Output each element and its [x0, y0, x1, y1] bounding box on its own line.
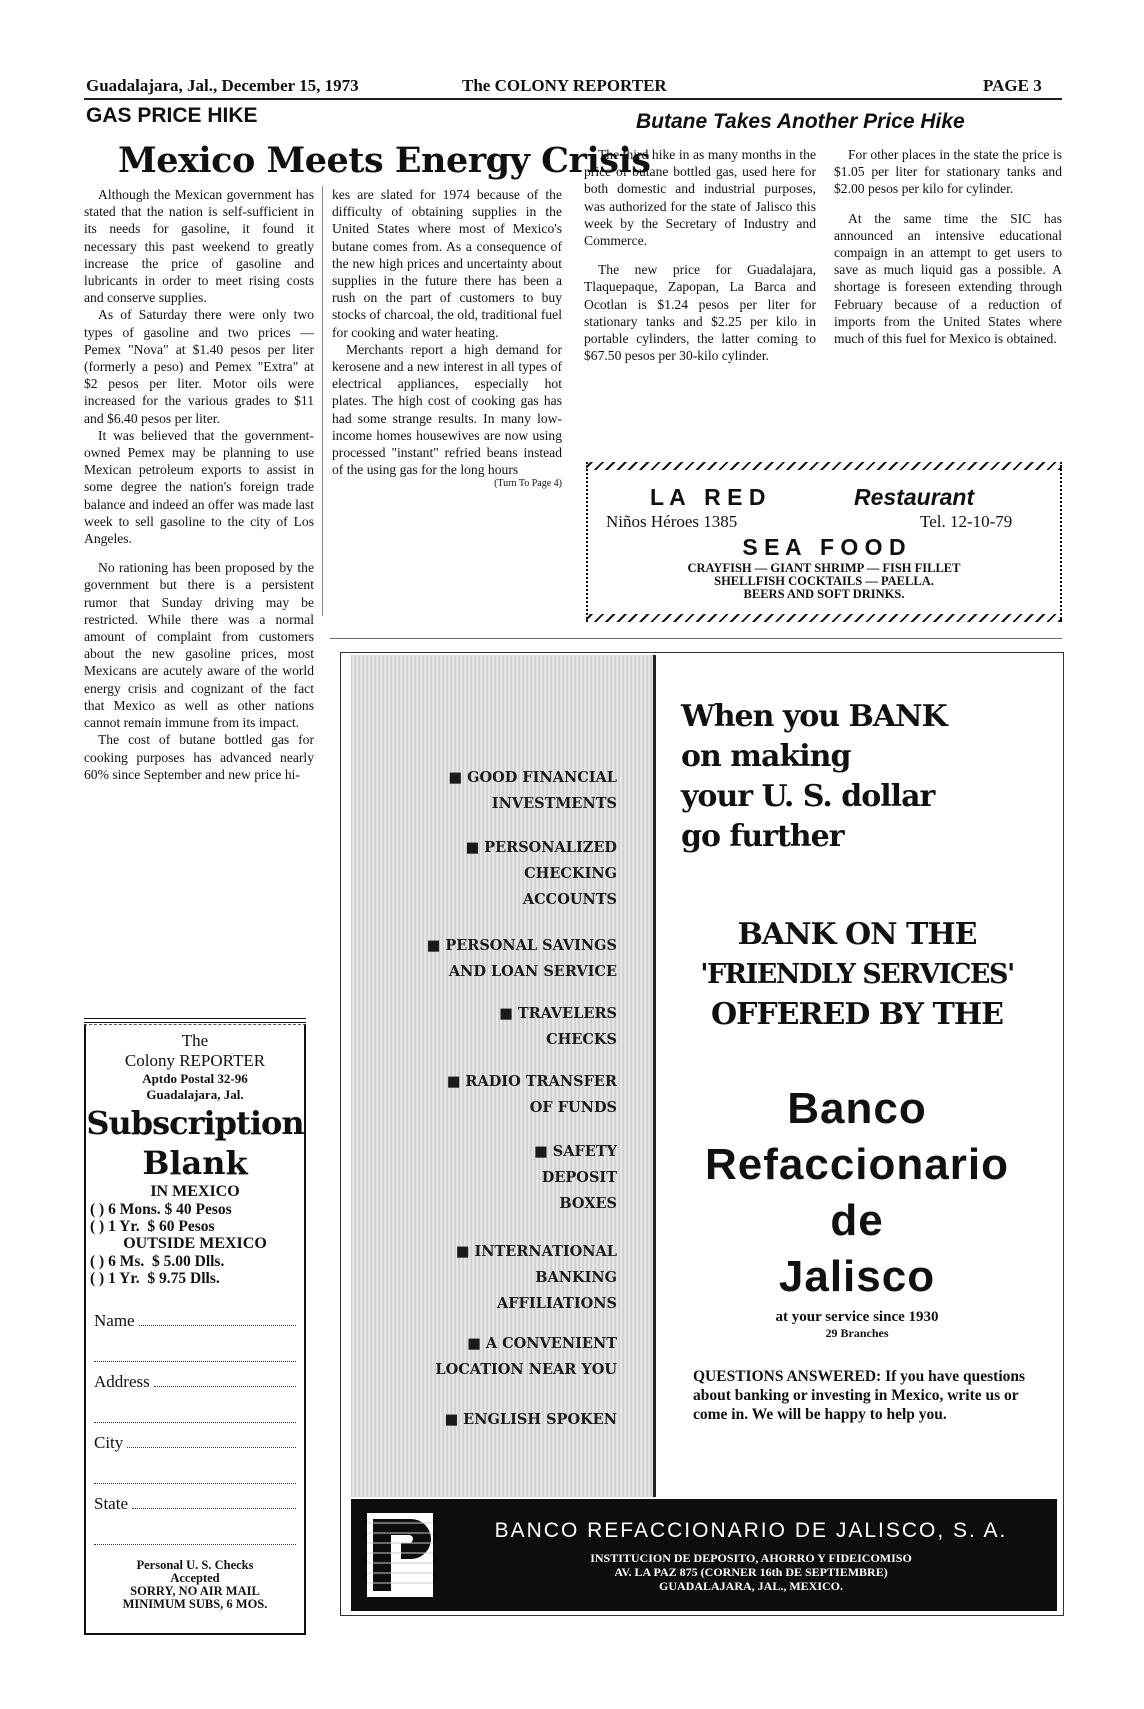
footer-line: Personal U. S. Checks — [136, 1558, 254, 1572]
bank-footer — [351, 1499, 1057, 1611]
footer-line: Accepted — [170, 1571, 220, 1585]
rate-price: $ 9.75 Dlls. — [147, 1270, 220, 1287]
service-item: ■ RADIO TRANSFER OF FUNDS — [446, 1073, 617, 1116]
rate-term: 6 Mons. — [108, 1201, 161, 1218]
sub-address2: Guadalajara, Jal. — [146, 1087, 244, 1102]
sub-paper: Colony REPORTER — [124, 1051, 266, 1070]
service-item: ■ ENGLISH SPOKEN — [444, 1411, 617, 1428]
checkbox[interactable]: ( ) — [90, 1270, 105, 1287]
field-label: City — [94, 1433, 124, 1452]
rate-row[interactable] — [90, 1201, 304, 1218]
field-line[interactable] — [127, 1447, 296, 1448]
paragraph: kes are slated for 1974 because of the difficulty of obtaining supplies in the United States where most of Mexico's butane comes from. As a consequence of the new high prices and uncertainty about supplies in the future there has been a rush on the part of customers to buy stocks of charcoal, the old, traditional fuel for cooking and water heating. — [332, 187, 562, 340]
bank-on-line: 'FRIENDLY SERVICES' — [700, 959, 1014, 990]
paragraph: No rationing has been proposed by the government but there is a persistent rumor that Sunday driving may be restricted. While there was a normal amount of complaint from customers about the new gasoline prices, most Mexicans are acutely aware of the world energy crisis and cognizant of the fact that Mexico as well as other nations cannot remain immune from its impact. — [84, 560, 314, 731]
page-number: PAGE 3 — [983, 76, 1042, 95]
panel-divider — [653, 655, 656, 1497]
restaurant-address: Niños Héroes 1385 — [606, 512, 738, 531]
service-item: ■ GOOD FINANCIAL INVESTMENTS — [448, 769, 617, 812]
rate-price: $ 5.00 Dlls. — [152, 1253, 225, 1270]
dateline: Guadalajara, Jal., December 15, 1973 — [86, 76, 359, 95]
sub-address1: Aptdo Postal 32-96 — [142, 1071, 248, 1086]
headline: Mexico Meets Energy Crisis — [118, 140, 651, 181]
rate-row[interactable] — [90, 1253, 304, 1270]
footer-bank-name: BANCO REFACCIONARIO DE JALISCO, S. A. — [494, 1519, 1008, 1542]
paragraph: At the same time the SIC has announced an intensive educational compaign in an attempt to get users to save as much liquid gas a possible. A shortage is foreseen extending through February because of a reduction of imports from the United States where much of this fuel for Mexico is obtained. — [834, 210, 1062, 347]
pitch-line: on making — [681, 739, 851, 774]
field-line[interactable] — [94, 1514, 296, 1545]
sub-rates-mexico — [86, 1201, 304, 1235]
menu-line: CRAYFISH — GIANT SHRIMP — FISH FILLET — [687, 561, 961, 575]
paragraph: It was believed that the government-owned Pemex may be planning to use Mexican petroleum exports to assist in some degree the nation's foreign trade balance and indeed an offer was made last week to sell gasoline to the city of Los Angeles. — [84, 427, 314, 547]
branches: 29 Branches — [825, 1326, 889, 1340]
paragraph: The new price for Guadalajara, Tlaquepaque, Zapopan, La Barca and Ocotlan is $1.24 pesos per liter for stationary tanks and $2.25 per kilo in portable cylinders, the latter coming to $67.50 pesos per 30-kilo cylinder. — [584, 262, 816, 364]
field-line[interactable] — [94, 1392, 296, 1423]
since-line: at your service since 1930 — [775, 1309, 939, 1325]
story-column-2 — [332, 186, 562, 490]
service-item: ■ PERSONAL SAVINGS AND LOAN SERVICE — [426, 937, 617, 980]
sub-title-1: Subscription — [86, 1104, 304, 1142]
city-field[interactable] — [94, 1423, 296, 1453]
rate-row[interactable] — [90, 1270, 304, 1287]
menu-line: BEERS AND SOFT DRINKS. — [743, 587, 905, 601]
kicker: GAS PRICE HIKE — [86, 104, 258, 127]
services-panel — [351, 655, 653, 1497]
bank-name-line: Refaccionario — [705, 1140, 1009, 1189]
bank-ad — [340, 652, 1064, 1616]
restaurant-phone: Tel. 12-10-79 — [920, 512, 1013, 531]
field-label: Name — [94, 1311, 135, 1330]
pitch-line: your U. S. dollar — [681, 779, 935, 814]
paragraph: For other places in the state the price is $1.05 per liter for stationary tanks and $2.00 pesos per kilo for cylinder. — [834, 147, 1062, 197]
rate-price: $ 40 Pesos — [164, 1201, 232, 1218]
menu-lines — [586, 562, 1062, 601]
paragraph: Merchants report a high demand for kerosene and a new interest in all types of electrical appliances, especially hot plates. The high cost of cooking gas has had some strange results. In many low-income homes housewives are now using processed "instant" refried beans instead of the using gas for the long hours — [332, 341, 562, 478]
checkbox[interactable]: ( ) — [90, 1218, 105, 1235]
subscription-top-rule — [84, 1018, 306, 1023]
sub-outside: OUTSIDE MEXICO — [123, 1235, 267, 1252]
rate-term: 1 Yr. — [108, 1218, 140, 1235]
jump-line: (Turn To Page 4) — [494, 478, 562, 490]
bank-logo-icon — [367, 1513, 433, 1597]
sub-fields — [86, 1287, 304, 1545]
bank-name — [661, 1081, 1053, 1305]
bank-on-line: OFFERED BY THE — [710, 997, 1004, 1032]
sub-footer — [86, 1559, 304, 1611]
field-label: State — [94, 1494, 128, 1513]
service-item: ■ SAFETY DEPOSIT BOXES — [534, 1143, 617, 1212]
state-field[interactable] — [94, 1484, 296, 1514]
column-divider — [322, 186, 323, 616]
footer-line: GUADALAJARA, JAL., MEXICO. — [658, 1579, 843, 1593]
menu-line: SHELLFISH COCKTAILS — PAELLA. — [714, 574, 934, 588]
subscription-blank — [84, 1024, 306, 1635]
service-item: ■ A CONVENIENT LOCATION NEAR YOU — [435, 1335, 617, 1378]
butane-column-1 — [584, 146, 816, 364]
service-item: ■ TRAVELERS CHECKS — [499, 1005, 617, 1048]
name-field[interactable] — [94, 1301, 296, 1331]
restaurant-type: Restaurant — [854, 484, 975, 510]
story-bottom-rule — [330, 638, 1062, 639]
ad-border-top — [586, 462, 1062, 470]
sub-rates-outside — [86, 1253, 304, 1287]
rate-row[interactable] — [90, 1218, 304, 1235]
masthead-rule — [84, 98, 1062, 100]
pitch — [681, 697, 1041, 857]
rate-term: 6 Ms. — [108, 1253, 145, 1270]
footer-line: AV. LA PAZ 875 (CORNER 16th DE SEPTIEMBRE) — [614, 1565, 888, 1579]
paragraph: As of Saturday there were only two types of gasoline and two prices — Pemex "Nova" at $1.40 pesos per liter (formerly a peso) and Pemex "Extra" at $2 pesos per liter. Motor oils were increased for the various grades to $11 and $6.40 pesos per liter. — [84, 307, 314, 426]
restaurant-ad — [586, 462, 1062, 622]
checkbox[interactable]: ( ) — [90, 1201, 105, 1218]
butane-headline: Butane Takes Another Price Hike — [636, 110, 965, 133]
rate-price: $ 60 Pesos — [147, 1218, 215, 1235]
field-line[interactable] — [94, 1453, 296, 1484]
story-column-1 — [84, 186, 314, 783]
address-field[interactable] — [94, 1362, 296, 1392]
services-list — [351, 655, 653, 1497]
rate-term: 1 Yr. — [108, 1270, 140, 1287]
footer-line: SORRY, NO AIR MAIL — [130, 1584, 260, 1598]
footer-line: MINIMUM SUBS, 6 MOS. — [122, 1597, 268, 1611]
paragraph: Although the Mexican government has stated that the nation is self-sufficient in its needs for gasoline, it found it necessary this past weekend to greatly increase the price of gasoline and lubricants in order to meet rising costs and conserve supplies. — [84, 187, 314, 306]
footer-line: INSTITUCION DE DEPOSITO, AHORRO Y FIDEICOMISO — [590, 1551, 912, 1565]
field-line[interactable] — [154, 1386, 296, 1387]
bank-name-line: Jalisco — [778, 1252, 936, 1301]
questions: QUESTIONS ANSWERED: If you have questions about banking or investing in Mexico, write us or come in. We will be happy to help you. — [693, 1368, 1026, 1423]
bank-name-line: Banco — [787, 1084, 927, 1133]
paper-name: The COLONY REPORTER — [462, 76, 667, 95]
pitch-line: When you BANK — [681, 699, 947, 734]
service-item: ■ INTERNATIONAL BANKING AFFILIATIONS — [455, 1243, 617, 1312]
butane-column-2 — [834, 146, 1062, 347]
field-line[interactable] — [132, 1508, 296, 1509]
bank-on-line: BANK ON THE — [737, 917, 977, 952]
ad-border-bottom — [586, 614, 1062, 622]
bank-name-line: de — [830, 1196, 884, 1245]
field-line[interactable] — [139, 1325, 296, 1326]
checkbox[interactable]: ( ) — [90, 1253, 105, 1270]
field-label: Address — [94, 1372, 150, 1391]
sub-title-2: Blank — [142, 1144, 248, 1182]
service-item: ■ PERSONALIZED CHECKING ACCOUNTS — [465, 839, 617, 908]
sub-in-mexico: IN MEXICO — [150, 1183, 240, 1200]
bank-on — [661, 915, 1053, 1035]
pitch-line: go further — [681, 819, 844, 854]
specialty: S E A F O O D — [742, 534, 906, 560]
sub-the: The — [181, 1031, 209, 1050]
since — [661, 1309, 1053, 1341]
paragraph: The third hike in as many months in the price of butane bottled gas, used here for both domestic and industrial purposes, was authorized for the state of Jalisco this week by the Secretary of Industry and Commerce. — [584, 147, 816, 249]
paragraph: The cost of butane bottled gas for cooking purposes has advanced nearly 60% since September and new price hi- — [84, 732, 314, 782]
footer-details — [451, 1551, 1051, 1593]
restaurant-name: L A R E D — [650, 484, 766, 510]
field-line[interactable] — [94, 1331, 296, 1362]
